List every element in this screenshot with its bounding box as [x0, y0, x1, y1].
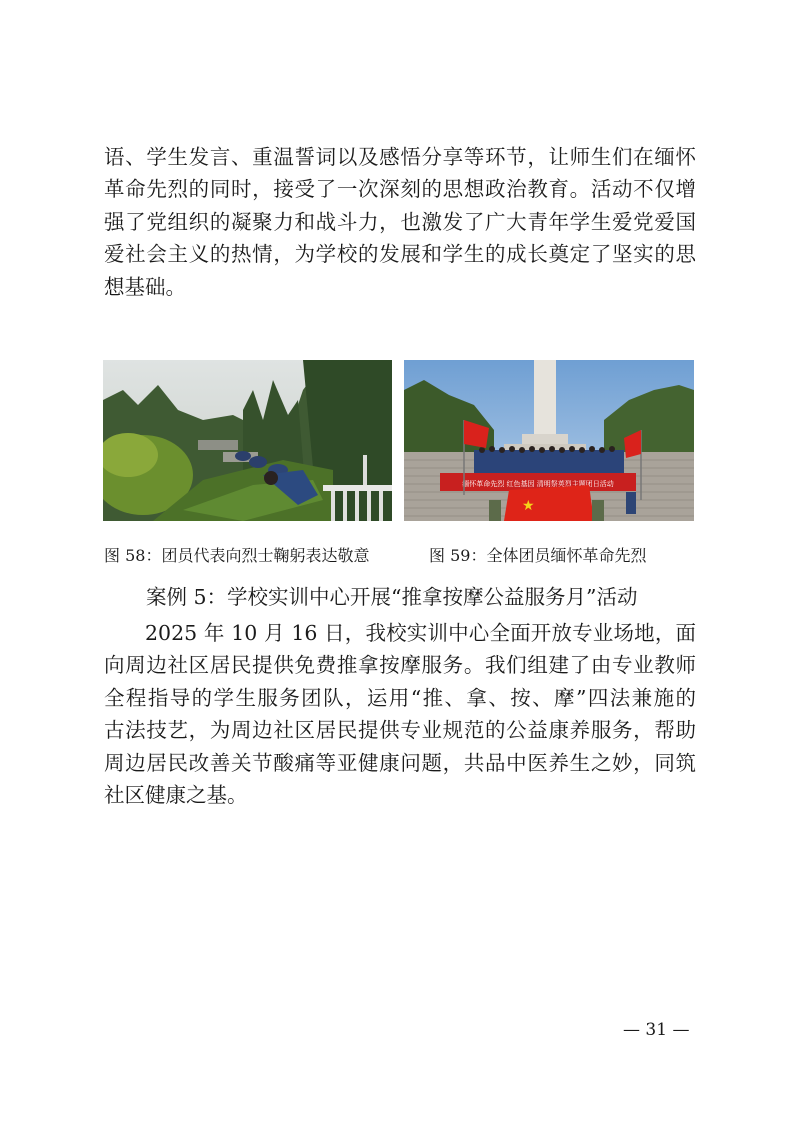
figure-59-photo: [404, 360, 694, 521]
paragraph-2: [104, 617, 696, 811]
paragraph-line: 周边居民改善关节酸痛等亚健康问题，共品中医养生之妙，同筑: [104, 750, 696, 775]
paragraph-line: 向周边社区居民提供免费推拿按摩服务。我们组建了由专业教师: [104, 653, 696, 678]
paragraph-line: 全程指导的学生服务团队，运用“推、拿、按、摩”四法兼施的: [104, 685, 696, 710]
paragraph-line: 想基础。: [104, 274, 186, 299]
star-icon: ★: [522, 498, 535, 514]
figure-58-photo: [103, 360, 392, 521]
banner-text: 缅怀革命先烈 红色基因 清明祭英烈主题团日活动: [462, 480, 614, 488]
paragraph-line: 2025 年 10 月 16 日，我校实训中心全面开放专业场地，面: [145, 621, 696, 645]
paragraph-line: 革命先烈的同时，接受了一次深刻的思想政治教育。活动不仅增: [104, 177, 696, 202]
paragraph-line: 语、学生发言、重温誓词以及感悟分享等环节，让师生们在缅怀: [104, 145, 696, 169]
case-title: 案例 5：学校实训中心开展“推拿按摩公益服务月”活动: [146, 585, 638, 609]
paragraph-1: [104, 141, 696, 303]
paragraph-line: 社区健康之基。: [104, 783, 248, 808]
paragraph-line: 爱社会主义的热情，为学校的发展和学生的成长奠定了坚实的思: [104, 242, 696, 267]
figure-59-caption: 图 59：全体团员缅怀革命先烈: [429, 546, 647, 565]
page-number: — 31 —: [623, 1020, 690, 1040]
figure-58-caption: 图 58：团员代表向烈士鞠躬表达敬意: [104, 546, 370, 565]
paragraph-line: 古法技艺，为周边社区居民提供专业规范的公益康养服务，帮助: [104, 718, 696, 743]
paragraph-line: 强了党组织的凝聚力和战斗力，也激发了广大青年学生爱党爱国: [104, 209, 696, 234]
